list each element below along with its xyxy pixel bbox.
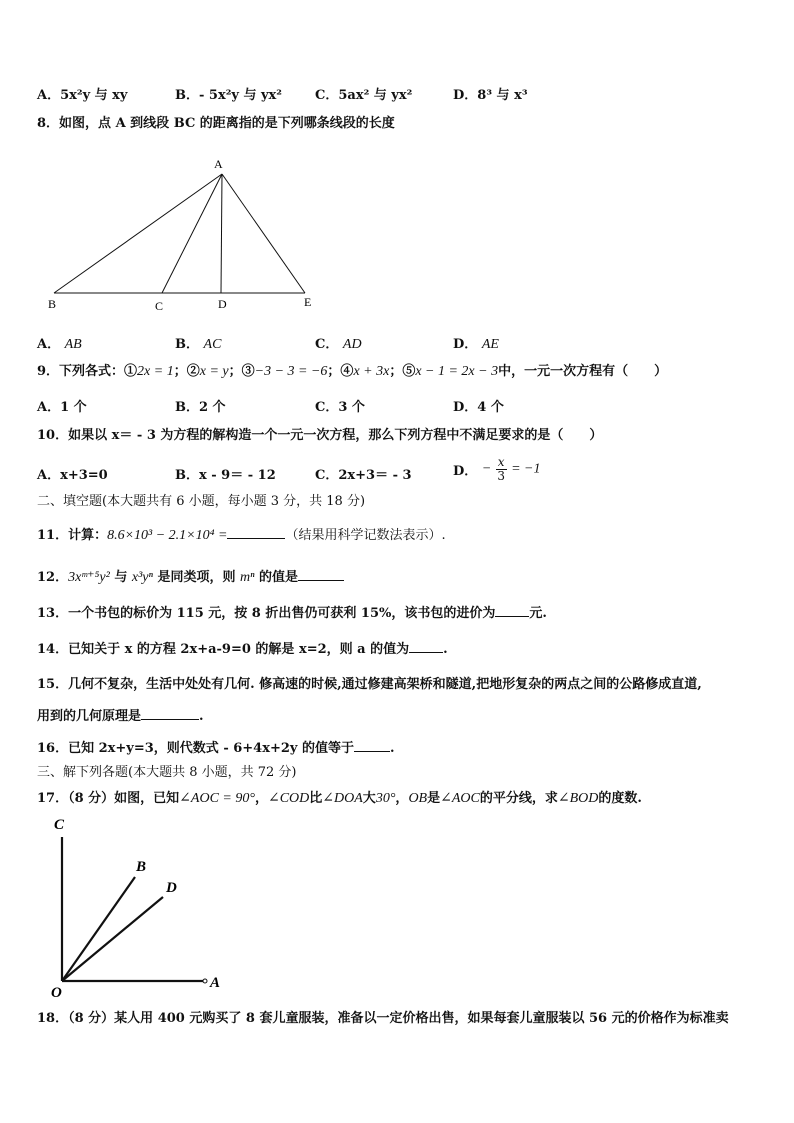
q9-option-d: D．4 个 (453, 400, 504, 415)
q7-option-a: A．5x²y 与 xy (37, 88, 128, 103)
q8-label-c: C (155, 299, 164, 312)
q11: 11．计算：8.6×10³ − 2.1×10⁴ = （结果用科学记数法表示）. (37, 528, 446, 543)
q13-answer-blank[interactable] (495, 604, 529, 617)
q8-option-d: D． AE (453, 337, 499, 352)
q10-option-c: C．2x+3＝ - 3 (315, 468, 412, 483)
section-2-heading: 二、填空题(本大题共有 6 小题，每小题 3 分，共 18 分) (37, 494, 366, 509)
q17-label-d: D (166, 880, 177, 896)
q10-option-d: D． − $\frac{x}{3}$ = −1 (453, 455, 541, 483)
q8-stem: 8．如图，点 A 到线段 BC 的距离指的是下列哪条线段的长度 (37, 116, 395, 131)
q17-stem: 17．（8 分）如图，已知∠AOC = 90°，∠COD比∠DOA大30°，OB是∠AOC的平分线，求∠BOD的度数. (37, 791, 642, 806)
q10-stem: 10．如果以 x＝ - 3 为方程的解构造一个一元一次方程，那么下列方程中不满足要求的是（ ） (37, 428, 603, 443)
q18-stem: 18．（8 分）某人用 400 元购买了 8 套儿童服装，准备以一定价格出售，如果每套儿童服装以 56 元的价格作为标准卖 (37, 1011, 729, 1026)
q12-answer-blank[interactable] (298, 568, 344, 581)
q8-label-a: A (214, 157, 223, 171)
q8-label-e: E (304, 295, 312, 309)
q13: 13．一个书包的标价为 115 元，按 8 折出售仍可获利 15%，该书包的进价为 元. (37, 606, 547, 621)
q17-label-c: C (54, 817, 65, 833)
q16-answer-blank[interactable] (354, 739, 390, 752)
q9-option-b: B．2 个 (175, 400, 226, 415)
q15-line-1: 15．几何不复杂，生活中处处有几何. 修高速的时候,通过修建高架桥和隧道,把地形复杂的两点之间的公路修成直道, (37, 677, 702, 692)
q7-option-b: B．- 5x²y 与 yx² (175, 88, 283, 103)
q10-option-a: A．x+3=0 (37, 468, 108, 483)
q8-label-d: D (218, 297, 227, 311)
q7-option-d: D．8³ 与 x³ (453, 88, 528, 103)
q9-stem: 9．下列各式：①2x = 1；②x = y；③−3 − 3 = −6；④x + 3x；⑤x − 1 = 2x − 3中，一元一次方程有（ ） (37, 364, 668, 379)
q8-label-b: B (48, 297, 57, 311)
q8-option-a: A． AB (37, 337, 82, 352)
q12: 12．3xᵐ⁺⁵y² 与 x³yⁿ 是同类项，则 mⁿ 的值是 (37, 568, 344, 586)
q10-option-b: B．x - 9＝ - 12 (175, 468, 276, 483)
q17-label-o: O (51, 985, 62, 1000)
q9-option-c: C．3 个 (315, 400, 365, 415)
q8-option-b: B． AC (175, 337, 222, 352)
q15-answer-blank[interactable] (141, 707, 199, 720)
q15-line-2: 用到的几何原理是 . (37, 709, 204, 724)
q10-option-d-fraction: $\frac{x}{3}$ (497, 455, 505, 483)
q17-angle-figure (45, 815, 245, 1000)
q8-option-c: C． AD (315, 337, 362, 352)
q9-option-a: A．1 个 (37, 400, 87, 415)
q14: 14．已知关于 x 的方程 2x+a-9=0 的解是 x=2，则 a 的值为 . (37, 642, 448, 657)
q7-option-c: C．5ax² 与 yx² (315, 88, 413, 103)
q17-label-a: A (210, 975, 221, 991)
q14-answer-blank[interactable] (409, 640, 443, 653)
q8-triangle-figure (40, 152, 340, 312)
q16: 16．已知 2x+y=3，则代数式 - 6+4x+2y 的值等于 . (37, 741, 395, 756)
q17-label-b: B (136, 859, 147, 875)
q11-answer-blank[interactable] (227, 526, 285, 539)
section-3-heading: 三、解下列各题(本大题共 8 小题，共 72 分) (37, 765, 297, 780)
